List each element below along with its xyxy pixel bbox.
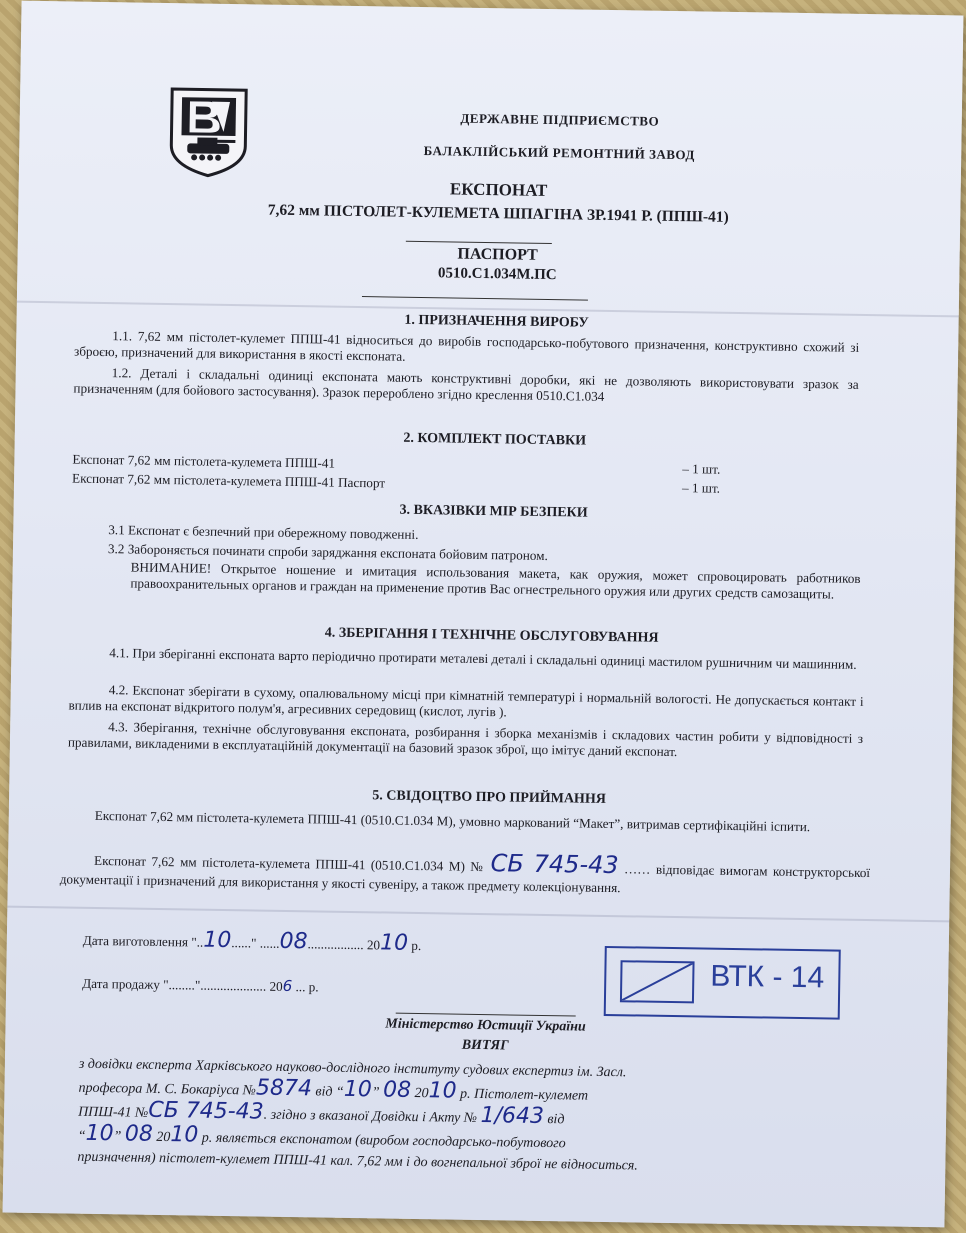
extract-text: р. Пістолет-кулемет [459, 1086, 589, 1104]
stamp-text: ВТК - 14 [710, 959, 825, 995]
divider [362, 296, 588, 301]
org-line-2: БАЛАКЛІЙСЬКИЙ РЕМОНТНИЙ ЗАВОД [423, 143, 695, 163]
sale-year-prefix: 20 [269, 978, 283, 994]
manufacture-day: 10 [203, 927, 232, 954]
manufacture-date-line: Дата виготовлення "..10......" ......08................. 2010 р. [82, 927, 422, 956]
paragraph-5-1: Експонат 7,62 мм пістолета-кулемета ППШ-41 (0510.С1.034 М), умовно маркований “Макет”, витримав сертифікаційні іспити. [94, 807, 811, 835]
kit-item-2-qty: – 1 шт. [681, 480, 721, 496]
extract-text: р. являється експонатом (виробом господарсько-побутового [201, 1130, 566, 1152]
extract-serial-number: СБ 745-43 [148, 1097, 264, 1125]
extract-title: ВИТЯГ [461, 1037, 509, 1054]
reference-month: 08 [382, 1077, 412, 1103]
sale-date-label: Дата продажу [82, 975, 160, 992]
manufacture-year-suffix: р. [411, 937, 422, 954]
fold-line [7, 906, 949, 923]
extract-line-5: призначення) пістолет-кулемет ППШ-41 кал. 7,62 мм і до вогнепальної зброї не відноситься. [77, 1149, 638, 1174]
passport-title: ПАСПОРТ [457, 245, 538, 264]
document-sheet [3, 1, 964, 1228]
section-5-title: 5. СВІДОЦТВО ПРО ПРИЙМАННЯ [372, 788, 607, 807]
extract-text: ППШ-41 № [78, 1104, 149, 1121]
act-year: 10 [170, 1122, 199, 1148]
factory-logo [167, 87, 250, 178]
acceptance-text-end: відповідає вимогам конструкторської документації і призначений для використання у якості сувеніру, а також предмету колекціонування. [59, 861, 871, 896]
section-4-title: 4. ЗБЕРІГАННЯ І ТЕХНІЧНЕ ОБСЛУГОВУВАННЯ [324, 625, 659, 646]
reference-day: 10 [343, 1076, 373, 1103]
extract-text: ” [371, 1085, 380, 1101]
manufacture-year: 10 [379, 930, 409, 956]
divider [396, 1013, 576, 1017]
paragraph-3-1: 3.1 Експонат є безпечний при обережному поводженні. [108, 522, 419, 542]
org-line-1: ДЕРЖАВНЕ ПІДПРИЄМСТВО [460, 110, 660, 129]
kit-item-2: Експонат 7,62 мм пістолета-кулемета ППШ-41 Паспорт [71, 470, 386, 491]
paragraph-4-1: 4.1. При зберіганні експоната варто періодично протирати металеві деталі і складальні одиниці мастилом рушничним чи машинним. [109, 645, 857, 672]
paragraph-1-1: 1.1. 7,62 мм пістолет-кулемет ППШ-41 відноситься до виробів господарсько-побутового призначення, конструктивно схожий зі зброєю, призначений для використання в якості експоната. [73, 328, 860, 364]
section-1-title: 1. ПРИЗНАЧЕННЯ ВИРОБУ [404, 312, 589, 331]
extract-line-1: з довідки експерта Харківського науково-дослідного інституту судових експертиз ім. Засл. [78, 1056, 627, 1081]
manufacture-year-prefix: 20 [366, 937, 381, 953]
passport-code: 0510.С1.034М.ПС [437, 265, 557, 284]
paragraph-4-2: 4.2. Експонат зберігати в сухому, опалювальному місці при кімнатній температурі і нормальній вологості. Не допускається контакт і вплив на експонат відкритого полум'я, агресивних середовищ (кислот, лугів ). [68, 682, 864, 720]
paragraph-4-3: 4.3. Зберігання, технічне обслуговування експоната, розбирання і зборка механізмів і складових частин робити у відповідності з правилами, викладеними в експлуатаційній документації на базовий зразок зброї, що імітує даний експонат. [67, 719, 864, 760]
product-title: 7,62 мм ПІСТОЛЕТ-КУЛЕМЕТА ШПАГІНА ЗР.1941 Р. (ППШ-41) [267, 201, 729, 226]
paragraph-3-2: 3.2 Забороняється починати спроби заряджання експоната бойовим патроном. [107, 541, 548, 564]
extract-text: ” [113, 1129, 122, 1145]
extract-text: 20 [156, 1129, 171, 1146]
act-number: 1/643 [480, 1103, 545, 1130]
section-2-title: 2. КОМПЛЕКТ ПОСТАВКИ [403, 430, 587, 449]
extract-text: 20 [414, 1085, 429, 1102]
stamp-inner-box [620, 960, 695, 1003]
acceptance-text-start: Експонат 7,62 мм пістолета-кулемета ППШ-41 (0510.С1.034 М) № [93, 852, 486, 875]
kit-item-1-qty: – 1 шт. [682, 461, 721, 477]
section-3-title: 3. ВКАЗІВКИ МІР БЕЗПЕКИ [399, 502, 588, 521]
reference-number: 5874 [255, 1075, 313, 1102]
extract-body [77, 1054, 849, 1180]
extract-text: від “ [315, 1084, 344, 1100]
warning-text: ВНИМАНИЕ! Открытое ношение и имитация использования макета, как оружия, может спровоцировать работников правоохранительных органов и граждан на применение против Вас огнестрельного оружия или других средств самозащиты. [130, 559, 861, 602]
serial-number-handwritten: СБ 745-43 [490, 849, 619, 880]
extract-text: . згідно з вказаної Довідки і Акту № [263, 1107, 478, 1126]
ministry-title: Міністерство Юстиції України [385, 1016, 586, 1035]
extract-text: від [547, 1112, 565, 1128]
divider [406, 241, 552, 244]
kit-item-1: Експонат 7,62 мм пістолета-кулемета ППШ-41 [72, 451, 336, 471]
manufacture-date-label: Дата виготовлення [82, 932, 189, 950]
act-month: 08 [124, 1121, 154, 1147]
extract-text: “ [77, 1128, 86, 1144]
paragraph-5-2: Експонат 7,62 мм пістолета-кулемета ППШ-41 (0510.С1.034 М) № СБ 745-43 …… відповідає вимогам конструкторської документації і призначений для використання у якості сувеніру, а також предмету колекціонування. [59, 849, 871, 896]
extract-text: професора М. С. Бокаріуса № [78, 1080, 257, 1099]
sale-year-suffix: р. [308, 979, 319, 995]
paragraph-1-2: 1.2. Деталі і складальні одиниці експоната мають конструктивні доробки, які не дозволяють використовувати зразок за призначенням (для бойового застосування). Зразок перероблено згідно креслення 0510.С1.034 [73, 365, 859, 404]
reference-year: 10 [428, 1078, 457, 1104]
manufacture-month: 08 [279, 928, 308, 955]
sale-year: 6 [282, 976, 293, 996]
doc-type: ЕКСПОНАТ [449, 179, 548, 200]
otk-stamp [604, 946, 841, 1020]
sale-date-line: Дата продажу "........".................... 206 ... р. [82, 975, 319, 996]
act-day: 10 [85, 1120, 114, 1147]
